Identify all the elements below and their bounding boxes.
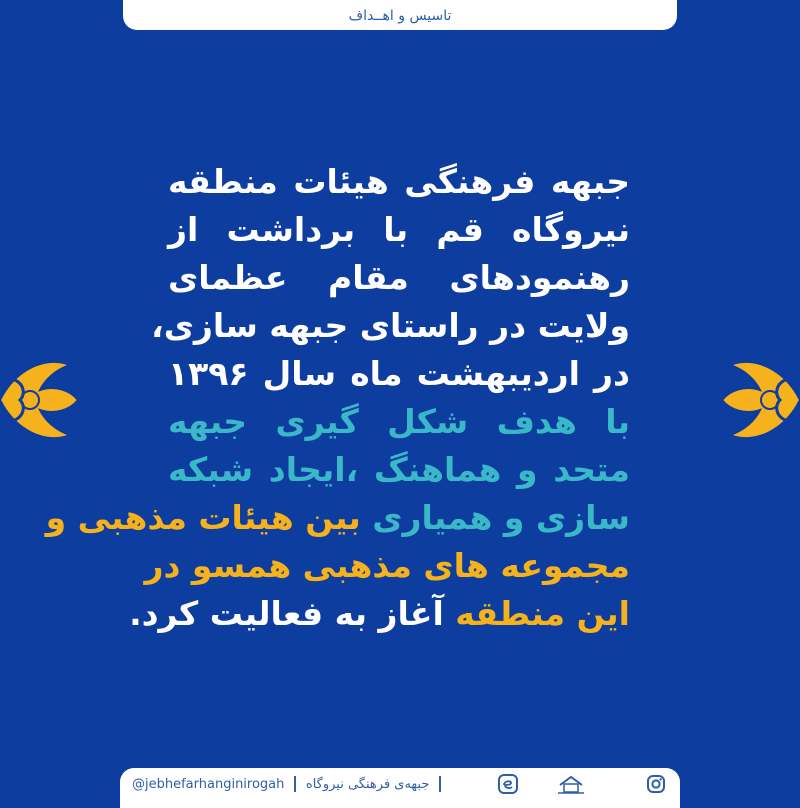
page-name: جبهه‌ی فرهنگی نیروگاه xyxy=(305,776,430,792)
logo-icon xyxy=(556,773,586,795)
instagram-icon[interactable] xyxy=(646,774,666,794)
text-segment: سازی و همیاری xyxy=(360,498,630,537)
eitaa-icon[interactable] xyxy=(498,774,518,794)
text-line xyxy=(168,206,630,254)
text-segment: متحد و هماهنگ ،ایجاد شبکه xyxy=(168,450,630,489)
text-segment: مجموعه های مذهبی همسو در xyxy=(144,546,630,585)
text-segment: جبهه فرهنگی هیئات منطقه xyxy=(168,162,630,201)
text-segment: رهنمودهای مقام عظمای xyxy=(168,258,630,297)
text-line xyxy=(144,542,630,590)
text-segment: ولایت در راستای جبهه سازی، xyxy=(151,306,630,345)
text-segment: این منطقه xyxy=(443,594,630,633)
footer-icons xyxy=(498,773,666,795)
text-line xyxy=(168,158,630,206)
ornament-left-icon xyxy=(0,350,80,450)
text-segment: بین هیئات مذهبی و xyxy=(45,498,361,537)
text-segment: با هدف شکل گیری جبهه xyxy=(168,402,630,441)
divider xyxy=(439,776,441,792)
instagram-handle[interactable]: @jebhefarhanginirogah xyxy=(132,776,285,792)
footer-left xyxy=(132,776,441,792)
text-segment: آغاز به فعالیت کرد. xyxy=(129,594,444,633)
body-text xyxy=(45,158,630,638)
text-line xyxy=(168,446,630,494)
text-line xyxy=(129,590,630,638)
ornament-right-icon xyxy=(720,350,800,450)
text-line xyxy=(151,302,630,350)
text-line xyxy=(168,398,630,446)
footer-bar xyxy=(120,768,680,808)
text-line xyxy=(168,254,630,302)
text-line xyxy=(168,350,630,398)
header-tab xyxy=(123,0,677,30)
text-segment: نیروگاه قم با برداشت از xyxy=(168,210,630,249)
divider xyxy=(294,776,296,792)
header-title: تاسیس و اهــداف xyxy=(348,8,452,24)
text-segment: در اردیبهشت ماه سال ۱۳۹۶ xyxy=(168,354,630,393)
text-line xyxy=(45,494,630,542)
